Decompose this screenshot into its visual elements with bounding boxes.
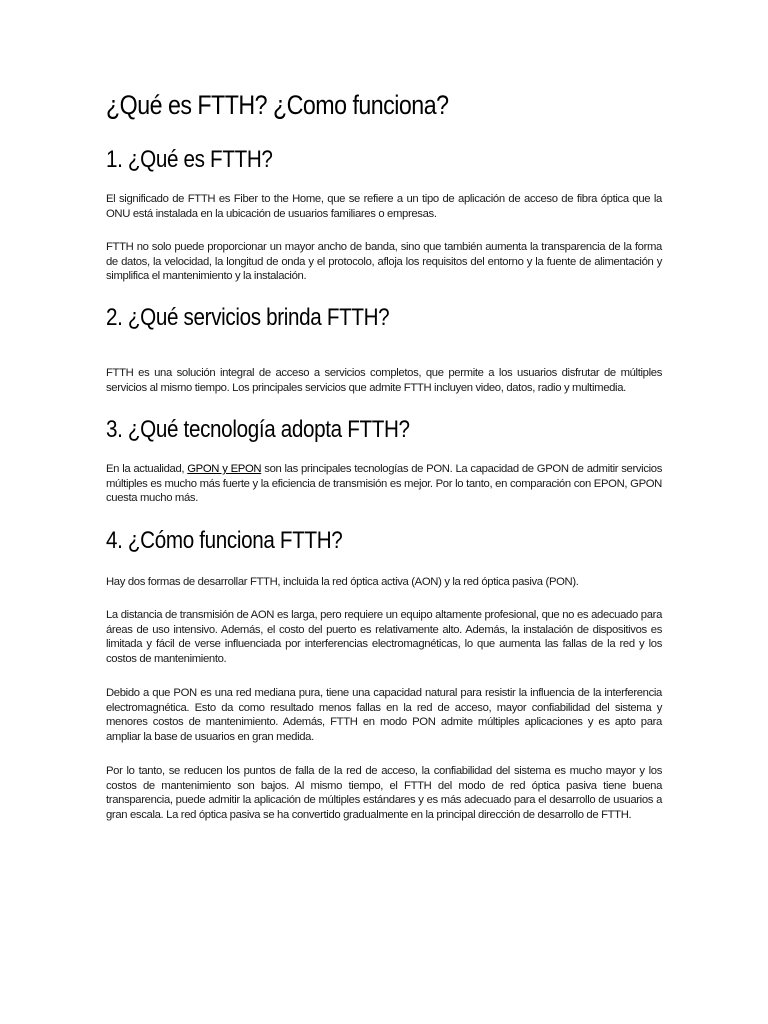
paragraph-conclusion: Por lo tanto, se reducen los puntos de falla de la red de acceso, la confiabilidad del sistema es mucho mayor y los costos de mantenimiento son bajos. Al mismo tiempo, el FTTH del modo de red óptica pasiva tiene buena transparencia, puede admitir la aplicación de múltiples estándares y es más adecuado para el desarrollo de usuarios a gran escala. La red óptica pasiva se ha convertido gradualmente en la principal dirección de desarrollo de FTTH. [106,765,662,821]
paragraph-technology-rest: son las principales tecnologías de PON. La capacidad de GPON de admitir servicios múltiples es mucho más fuerte y la eficiencia de transmisión es mejor. Por lo tanto, en comparación con EPON, GPON cuesta mucho más. [106,463,663,505]
paragraph-technology [106,462,662,506]
paragraph-benefits: FTTH no solo puede proporcionar un mayor ancho de banda, sino que también aumenta la transparencia de la forma de datos, la velocidad, la longitud de onda y el protocolo, afloja los requisitos del entorno y la fuente de alimentación y simplifica el mantenimiento y la instalación. [106,241,662,283]
page-title: ¿Qué es FTTH? ¿Como funciona? [106,90,449,120]
paragraph-two-forms: Hay dos formas de desarrollar FTTH, incluida la red óptica activa (AON) y la red óptica pasiva (PON). [106,576,579,588]
paragraph-pon: Debido a que PON es una red mediana pura, tiene una capacidad natural para resistir la influencia de la interferencia electromagnética. Esto da como resultado menos fallas en la red de acceso, mayor confiabilidad del sistema y menores costos de mantenimiento. Además, FTTH en modo PON admite múltiples aplicaciones y es apto para ampliar la base de usuarios en gran medida. [106,687,662,743]
paragraph-definition: El significado de FTTH es Fiber to the Home, que se refiere a un tipo de aplicación de acceso de fibra óptica que la ONU está instalada en la ubicación de usuarios familiares o empresas. [106,193,662,220]
section-heading-que-es-ftth: 1. ¿Qué es FTTH? [106,146,273,173]
gpon-epon-link[interactable]: GPON y EPON [187,463,262,475]
section-heading-servicios: 2. ¿Qué servicios brinda FTTH? [106,304,390,331]
paragraph-services: FTTH es una solución integral de acceso a servicios completos, que permite a los usuarios disfrutar de múltiples servicios al mismo tiempo. Los principales servicios que admite FTTH incluyen video, datos, radio y multimedia. [106,367,662,394]
paragraph-aon: La distancia de transmisión de AON es larga, pero requiere un equipo altamente profesional, que no es adecuado para áreas de uso intensivo. Además, el costo del puerto es relativamente alto. Además, la instalación de dispositivos es limitada y fácil de verse influenciada por interferencias electromagnéticas, lo que aumenta las fallas de la red y los costos de mantenimiento. [106,609,662,665]
section-heading-tecnologia: 3. ¿Qué tecnología adopta FTTH? [106,416,410,443]
section-heading-como-funciona: 4. ¿Cómo funciona FTTH? [106,527,343,554]
paragraph-technology-intro: En la actualidad, [106,463,188,475]
